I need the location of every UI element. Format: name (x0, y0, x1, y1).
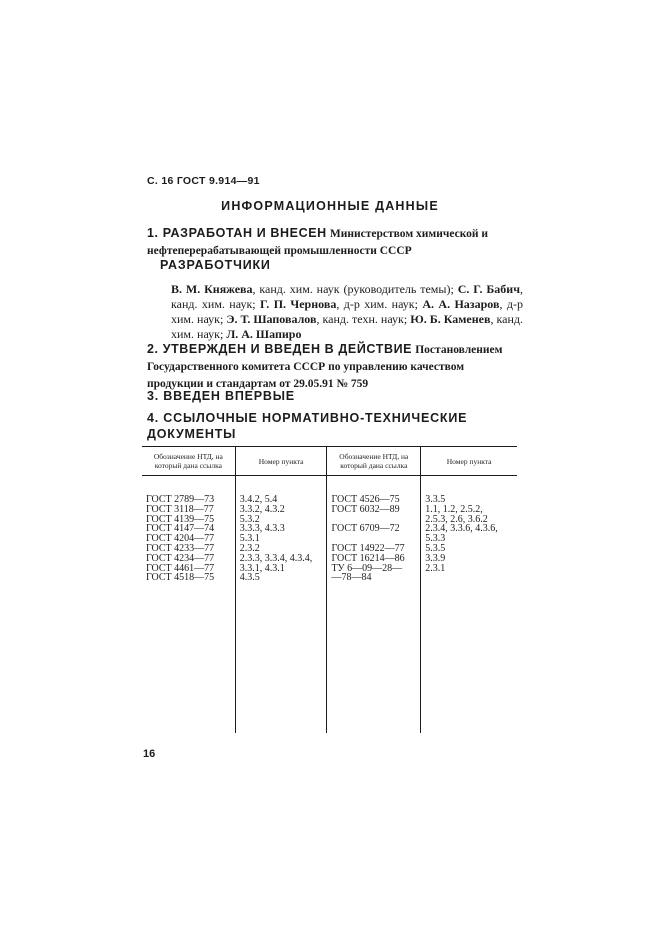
cell-doc-right: ТУ 6—09—28— (327, 564, 421, 574)
cell-point-left: 3.3.1, 4.3.1 (235, 564, 327, 574)
cell-doc-right: ГОСТ 6709—72 (327, 524, 421, 534)
developers-heading: РАЗРАБОТЧИКИ (160, 258, 271, 272)
page-number: 16 (143, 748, 156, 760)
table-row (142, 573, 517, 583)
cell-point-right: 2.3.4, 3.3.6, 4.3.6, (421, 524, 517, 534)
developer-name: Ю. Б. Каменев (410, 312, 491, 326)
cell-point-left: 2.3.3, 3.3.4, 4.3.4, (235, 554, 327, 564)
cell-point-left: 3.3.3, 4.3.3 (235, 524, 327, 534)
cell-point-right: 5.3.3 (421, 534, 517, 544)
cell-doc-left: ГОСТ 4147—74 (146, 523, 215, 535)
cell-doc-right: ГОСТ 4526—75 (327, 476, 421, 505)
cell-point-left: 3.3.2, 4.3.2 (235, 505, 327, 515)
section-1-text: Министерством химической и нефтеперерабатывающей промышленности СССР (147, 228, 489, 257)
cell-point-right: 2.3.1 (421, 564, 517, 574)
table-spacer-cell (421, 583, 517, 733)
table-header-row (142, 447, 517, 476)
section-2-lead: 2. УТВЕРЖДЕН И ВВЕДЕН В ДЕЙСТВИЕ (147, 342, 413, 356)
developer-name: Г. П. Чернова (260, 297, 337, 311)
developer-role: д-р хим. наук (343, 297, 415, 311)
header-point-left: Номер пункта (235, 447, 327, 476)
section-2-text: Постановлением Государственного комитета СССР по управлению качеством продукции и стандартам от 29.05.91 № 759 (147, 344, 503, 390)
cell-point-right: 3.3.9 (421, 554, 517, 564)
table-spacer-cell (142, 583, 235, 733)
developer-role: канд. хим. наук (171, 312, 524, 341)
developer-name: С. Г. Бабич (457, 282, 520, 296)
developer-name: Л. А. Шапиро (226, 327, 302, 341)
cell-point-left: 5.3.1 (235, 534, 327, 544)
cell-doc-left: ГОСТ 4518—75 (146, 572, 215, 584)
cell-point-left: 2.3.2 (235, 544, 327, 554)
page-header: С. 16 ГОСТ 9.914—91 (147, 175, 260, 187)
cell-point-right: 3.3.5 (421, 476, 517, 505)
header-point-right: Номер пункта (421, 447, 517, 476)
cell-doc-right: ГОСТ 14922—77 (327, 544, 421, 554)
cell-doc-left: ГОСТ 4139—75 (146, 513, 215, 525)
developer-role: канд. хим. наук (руководитель темы) (259, 282, 451, 296)
cell-point-right (421, 573, 517, 583)
table-spacer-row (142, 583, 517, 733)
cell-doc-left: ГОСТ 3118—77 (146, 503, 214, 515)
cell-point-right: 1.1, 1.2, 2.5.2, (421, 505, 517, 515)
cell-point-left: 4.3.5 (235, 573, 327, 583)
cell-point-right: 5.3.5 (421, 544, 517, 554)
cell-doc-right: ГОСТ 6032—89 (327, 505, 421, 515)
cell-doc-right: ГОСТ 16214—86 (327, 554, 421, 564)
cell-doc-left: ГОСТ 4234—77 (146, 552, 215, 564)
section-4: 4. ССЫЛОЧНЫЕ НОРМАТИВНО-ТЕХНИЧЕСКИЕ ДОКУМЕНТЫ (147, 411, 468, 441)
developer-role: канд. техн. наук (322, 312, 404, 326)
cell-doc-right: —78—84 (327, 573, 421, 583)
developer-role: д-р хим. наук (171, 297, 523, 326)
cell-point-right: 2.5.3, 2.6, 3.6.2 (421, 515, 517, 525)
table-spacer-cell (235, 583, 327, 733)
section-1 (147, 225, 519, 259)
developer-name: Э. Т. Шаповалов (226, 312, 317, 326)
table-spacer-cell (327, 583, 421, 733)
header-doc-right: Обозначение НТД, на который дана ссылка (327, 447, 421, 476)
developer-role: канд. хим. наук (171, 297, 253, 311)
section-3: 3. ВВЕДЕН ВПЕРВЫЕ (147, 389, 295, 403)
developer-name: В. М. Княжева (171, 282, 253, 296)
developers-list: В. М. Княжева, канд. хим. наук (руководитель темы); С. Г. Бабич, канд. хим. наук; Г. П. Чернова, д-р хим. наук; А. А. Назаров, д-р хим. наук; Э. Т. Шаповалов, канд. техн. наук; Ю. Б. Каменев, канд. хим. наук; Л. А. Шапиро (171, 282, 524, 341)
developer-name: А. А. Назаров (422, 297, 500, 311)
cell-point-left: 5.3.2 (235, 515, 327, 525)
cell-doc-left: ГОСТ 2789—73 (146, 494, 215, 505)
table-body (142, 476, 517, 734)
section-2 (147, 341, 519, 392)
cell-doc-left: ГОСТ 4461—77 (146, 562, 215, 574)
page-title: ИНФОРМАЦИОННЫЕ ДАННЫЕ (221, 199, 439, 213)
cell-doc-left: ГОСТ 4233—77 (146, 542, 215, 554)
header-doc-left: Обозначение НТД, на который дана ссылка (142, 447, 235, 476)
cell-point-left: 3.4.2, 5.4 (235, 476, 327, 505)
section-1-lead: 1. РАЗРАБОТАН И ВНЕСЕН (147, 226, 327, 240)
reference-table (142, 446, 517, 733)
cell-doc-left: ГОСТ 4204—77 (146, 533, 215, 545)
table-row (142, 476, 517, 505)
